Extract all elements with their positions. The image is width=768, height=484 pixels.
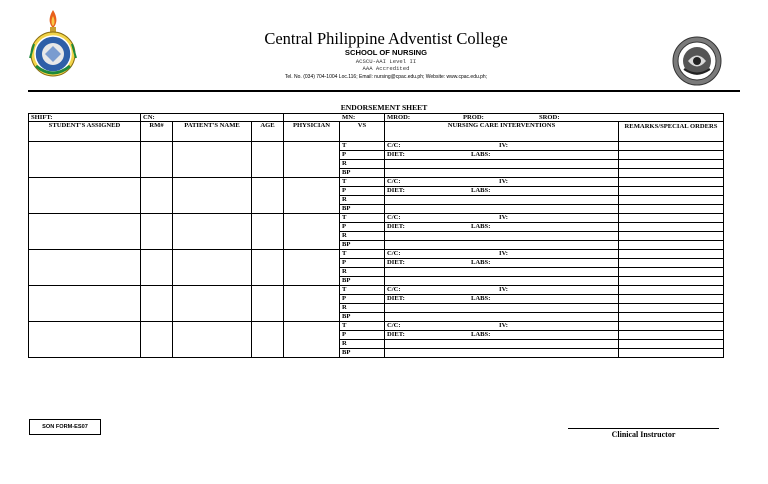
nursing-intervention-cell[interactable]: [385, 349, 619, 358]
patient-block-row: [29, 214, 724, 223]
physician-cell[interactable]: [284, 322, 340, 358]
physician-cell[interactable]: [284, 286, 340, 322]
age-cell[interactable]: [252, 178, 284, 214]
cc-label: C/C:: [387, 286, 401, 293]
room-number-cell[interactable]: [141, 286, 173, 322]
patient-name-cell[interactable]: [173, 142, 252, 178]
vital-sign-label: R: [340, 304, 385, 313]
physician-cell[interactable]: [284, 178, 340, 214]
nursing-intervention-cell[interactable]: [385, 277, 619, 286]
cc-label: C/C:: [387, 178, 401, 185]
remarks-cell[interactable]: [619, 313, 724, 322]
vital-sign-label: R: [340, 160, 385, 169]
iv-label: IV:: [499, 142, 508, 149]
remarks-cell[interactable]: [619, 268, 724, 277]
remarks-cell[interactable]: [619, 295, 724, 304]
column-header-row: [29, 122, 724, 142]
remarks-cell[interactable]: [619, 322, 724, 331]
rod-field[interactable]: [385, 114, 724, 122]
nursing-intervention-cell[interactable]: [385, 169, 619, 178]
nursing-intervention-cell[interactable]: [385, 232, 619, 241]
nursing-intervention-cell[interactable]: [385, 331, 619, 340]
labs-label: LABS:: [471, 295, 491, 302]
remarks-cell[interactable]: [619, 214, 724, 223]
student-assigned-cell[interactable]: [29, 214, 141, 250]
iv-label: IV:: [499, 250, 508, 257]
remarks-cell[interactable]: [619, 205, 724, 214]
cc-label: C/C:: [387, 142, 401, 149]
student-assigned-cell[interactable]: [29, 286, 141, 322]
vital-sign-label: T: [340, 178, 385, 187]
remarks-cell[interactable]: [619, 241, 724, 250]
col-header-student: STUDENT'S ASSIGNED: [29, 122, 141, 142]
nursing-intervention-cell[interactable]: [385, 304, 619, 313]
remarks-cell[interactable]: [619, 160, 724, 169]
col-header-nci: NURSING CARE INTERVENTIONS: [385, 122, 619, 142]
col-header-age: AGE: [252, 122, 284, 142]
col-header-rm: RM#: [141, 122, 173, 142]
school-name: SCHOOL OF NURSING: [344, 48, 428, 57]
nursing-intervention-cell[interactable]: [385, 142, 619, 151]
nursing-intervention-cell[interactable]: [385, 250, 619, 259]
student-assigned-cell[interactable]: [29, 178, 141, 214]
age-cell[interactable]: [252, 142, 284, 178]
vital-sign-label: R: [340, 232, 385, 241]
nursing-intervention-cell[interactable]: [385, 214, 619, 223]
room-number-cell[interactable]: [141, 178, 173, 214]
patient-block-row: [29, 322, 724, 331]
room-number-cell[interactable]: [141, 322, 173, 358]
nursing-intervention-cell[interactable]: [385, 187, 619, 196]
physician-cell[interactable]: [284, 142, 340, 178]
accreditation-line-1: ACSCU-AAI Level II: [355, 58, 417, 65]
patient-name-cell[interactable]: [173, 214, 252, 250]
nursing-intervention-cell[interactable]: [385, 196, 619, 205]
mn-label: MN:: [342, 114, 356, 121]
remarks-cell[interactable]: [619, 196, 724, 205]
remarks-cell[interactable]: [619, 349, 724, 358]
remarks-cell[interactable]: [619, 142, 724, 151]
nursing-intervention-cell[interactable]: [385, 160, 619, 169]
vital-sign-label: T: [340, 322, 385, 331]
remarks-cell[interactable]: [619, 340, 724, 349]
student-assigned-cell[interactable]: [29, 142, 141, 178]
room-number-cell[interactable]: [141, 214, 173, 250]
sheet-title: ENDORSEMENT SHEET: [340, 103, 428, 112]
vital-sign-label: R: [340, 340, 385, 349]
iv-label: IV:: [499, 286, 508, 293]
patient-name-cell[interactable]: [173, 178, 252, 214]
contact-info: Tel. No. (034) 704-1004 Loc.116; Email: nursing@cpac.edu.ph; Website: www.cpac.edu.ph;: [284, 74, 488, 80]
endorsement-table: [28, 113, 724, 358]
vital-sign-label: P: [340, 331, 385, 340]
shift-label: SHIFT:: [31, 114, 53, 121]
labs-label: LABS:: [471, 187, 491, 194]
college-seal-logo: [28, 8, 78, 80]
cn-label: CN:: [143, 114, 155, 121]
patient-block-row: [29, 286, 724, 295]
nursing-intervention-cell[interactable]: [385, 259, 619, 268]
remarks-cell[interactable]: [619, 304, 724, 313]
nursing-intervention-cell[interactable]: [385, 241, 619, 250]
remarks-cell[interactable]: [619, 331, 724, 340]
nursing-intervention-cell[interactable]: [385, 268, 619, 277]
vital-sign-label: R: [340, 196, 385, 205]
remarks-cell[interactable]: [619, 259, 724, 268]
vital-sign-label: T: [340, 214, 385, 223]
age-cell[interactable]: [252, 286, 284, 322]
remarks-cell[interactable]: [619, 187, 724, 196]
iv-label: IV:: [499, 178, 508, 185]
room-number-cell[interactable]: [141, 142, 173, 178]
cc-label: C/C:: [387, 214, 401, 221]
nursing-intervention-cell[interactable]: [385, 151, 619, 160]
nursing-intervention-cell[interactable]: [385, 223, 619, 232]
nursing-intervention-cell[interactable]: [385, 313, 619, 322]
vital-sign-label: P: [340, 295, 385, 304]
remarks-cell[interactable]: [619, 223, 724, 232]
vital-sign-label: BP: [340, 169, 385, 178]
diet-label: DIET:: [387, 151, 405, 158]
cn-field[interactable]: [141, 114, 284, 122]
mn-field[interactable]: [284, 114, 385, 122]
remarks-cell[interactable]: [619, 286, 724, 295]
nursing-intervention-cell[interactable]: [385, 286, 619, 295]
vital-sign-label: P: [340, 187, 385, 196]
diet-label: DIET:: [387, 259, 405, 266]
school-of-nursing-seal-logo: [672, 36, 722, 86]
cc-label: C/C:: [387, 250, 401, 257]
remarks-cell[interactable]: [619, 277, 724, 286]
col-header-vs: VS: [340, 122, 385, 142]
vital-sign-label: BP: [340, 205, 385, 214]
vital-sign-label: P: [340, 223, 385, 232]
form-code-box: SON FORM-ES07: [29, 419, 101, 435]
meta-row: [29, 114, 724, 122]
patient-block-row: [29, 250, 724, 259]
signature-label: Clinical Instructor: [611, 430, 676, 439]
vital-sign-label: BP: [340, 313, 385, 322]
mrod-label: MROD:: [387, 114, 411, 121]
labs-label: LABS:: [471, 331, 491, 338]
iv-label: IV:: [499, 322, 508, 329]
vital-sign-label: BP: [340, 241, 385, 250]
age-cell[interactable]: [252, 214, 284, 250]
vital-sign-label: R: [340, 268, 385, 277]
remarks-cell[interactable]: [619, 151, 724, 160]
vital-sign-label: T: [340, 250, 385, 259]
labs-label: LABS:: [471, 223, 491, 230]
labs-label: LABS:: [471, 259, 491, 266]
diet-label: DIET:: [387, 331, 405, 338]
patient-name-cell[interactable]: [173, 250, 252, 286]
student-assigned-cell[interactable]: [29, 250, 141, 286]
nursing-intervention-cell[interactable]: [385, 178, 619, 187]
vital-sign-label: BP: [340, 277, 385, 286]
remarks-cell[interactable]: [619, 169, 724, 178]
vital-sign-label: T: [340, 142, 385, 151]
prod-label: PROD:: [463, 114, 484, 121]
nursing-intervention-cell[interactable]: [385, 322, 619, 331]
iv-label: IV:: [499, 214, 508, 221]
patient-name-cell[interactable]: [173, 286, 252, 322]
col-header-physician: PHYSICIAN: [284, 122, 340, 142]
labs-label: LABS:: [471, 151, 491, 158]
cc-label: C/C:: [387, 322, 401, 329]
vital-sign-label: BP: [340, 349, 385, 358]
patient-block-row: [29, 142, 724, 151]
age-cell[interactable]: [252, 322, 284, 358]
nursing-intervention-cell[interactable]: [385, 340, 619, 349]
header-divider: [28, 90, 740, 92]
student-assigned-cell[interactable]: [29, 322, 141, 358]
nursing-intervention-cell[interactable]: [385, 295, 619, 304]
remarks-cell[interactable]: [619, 178, 724, 187]
diet-label: DIET:: [387, 223, 405, 230]
physician-cell[interactable]: [284, 250, 340, 286]
vital-sign-label: P: [340, 151, 385, 160]
shift-field[interactable]: [29, 114, 141, 122]
nursing-intervention-cell[interactable]: [385, 205, 619, 214]
accreditation-line-2: AAA Accredited: [362, 65, 410, 72]
srod-label: SROD:: [539, 114, 560, 121]
remarks-cell[interactable]: [619, 250, 724, 259]
room-number-cell[interactable]: [141, 250, 173, 286]
physician-cell[interactable]: [284, 214, 340, 250]
age-cell[interactable]: [252, 250, 284, 286]
col-header-patient: PATIENT'S NAME: [173, 122, 252, 142]
remarks-cell[interactable]: [619, 232, 724, 241]
college-name: Central Philippine Adventist College: [264, 29, 508, 48]
patient-name-cell[interactable]: [173, 322, 252, 358]
col-header-remarks: REMARKS/SPECIAL ORDERS: [619, 122, 724, 142]
diet-label: DIET:: [387, 295, 405, 302]
vital-sign-label: P: [340, 259, 385, 268]
vital-sign-label: T: [340, 286, 385, 295]
diet-label: DIET:: [387, 187, 405, 194]
patient-block-row: [29, 178, 724, 187]
